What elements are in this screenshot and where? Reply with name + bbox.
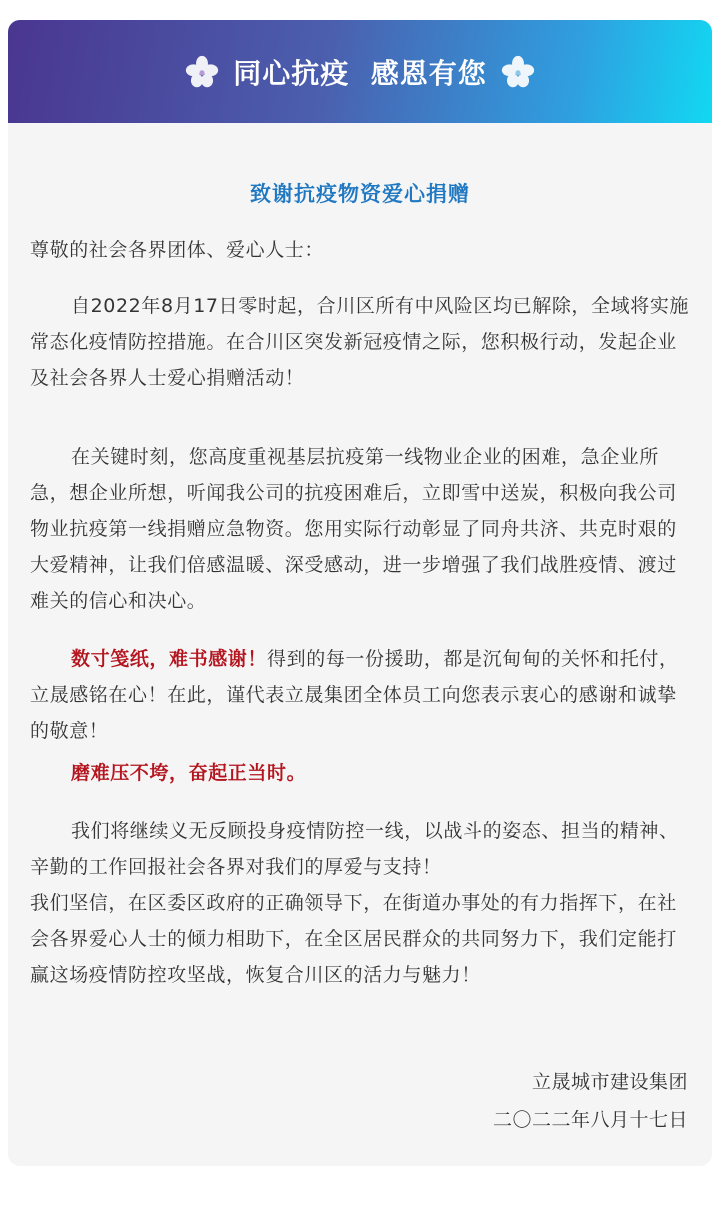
- flower-icon: [185, 55, 219, 89]
- letter-heading: 致谢抗疫物资爱心捐赠: [250, 182, 470, 206]
- paragraph-4: [30, 755, 690, 791]
- signature-org: 立晟城市建设集团: [531, 1071, 688, 1093]
- banner-title: 同心抗疫 感恩有您: [233, 56, 487, 90]
- salutation: 尊敬的社会各界团体、爱心人士：: [30, 239, 325, 261]
- signature-date: 二〇二二年八月十七日: [492, 1109, 688, 1131]
- title-banner: [8, 20, 712, 123]
- paragraph-3: [30, 641, 690, 749]
- highlight-thanks: 数寸笺纸，难书感谢！: [71, 648, 268, 670]
- letter-card: [8, 20, 712, 1166]
- paragraph-6: 我们坚信，在区委区政府的正确领导下，在街道办事处的有力指挥下，在社会各界爱心人士的倾力相助下，在全区居民群众的共同努力下，我们定能打赢这场疫情防控攻坚战，恢复合川区的活力与魅力！: [30, 892, 677, 986]
- paragraph-1: 自2022年8月17日零时起，合川区所有中风险区均已解除，全域将实施常态化疫情防控措施。在合川区突发新冠疫情之际，您积极行动，发起企业及社会各界人士爱心捐赠活动！: [30, 295, 690, 389]
- paragraph-3-text: 得到的每一份援助，都是沉甸甸的关怀和托付，立晟感铭在心！在此，谨代表立晟集团全体员工向您表示衷心的感谢和诚挚的敬意！: [30, 648, 679, 742]
- paragraph-2: 在关键时刻，您高度重视基层抗疫第一线物业企业的困难，急企业所急，想企业所想，听闻我公司的抗疫困难后，立即雪中送炭，积极向我公司物业抗疫第一线捐赠应急物资。您用实际行动彰显了同舟共济、共克时艰的大爱精神，让我们倍感温暖、深受感动，进一步增强了我们战胜疫情、渡过难关的信心和决心。: [30, 446, 677, 612]
- paragraph-5: 我们将继续义无反顾投身疫情防控一线，以战斗的姿态、担当的精神、辛勤的工作回报社会各界对我们的厚爱与支持！: [30, 820, 679, 878]
- flower-icon: [501, 55, 535, 89]
- highlight-slogan: 磨难压不垮，奋起正当时。: [71, 762, 307, 784]
